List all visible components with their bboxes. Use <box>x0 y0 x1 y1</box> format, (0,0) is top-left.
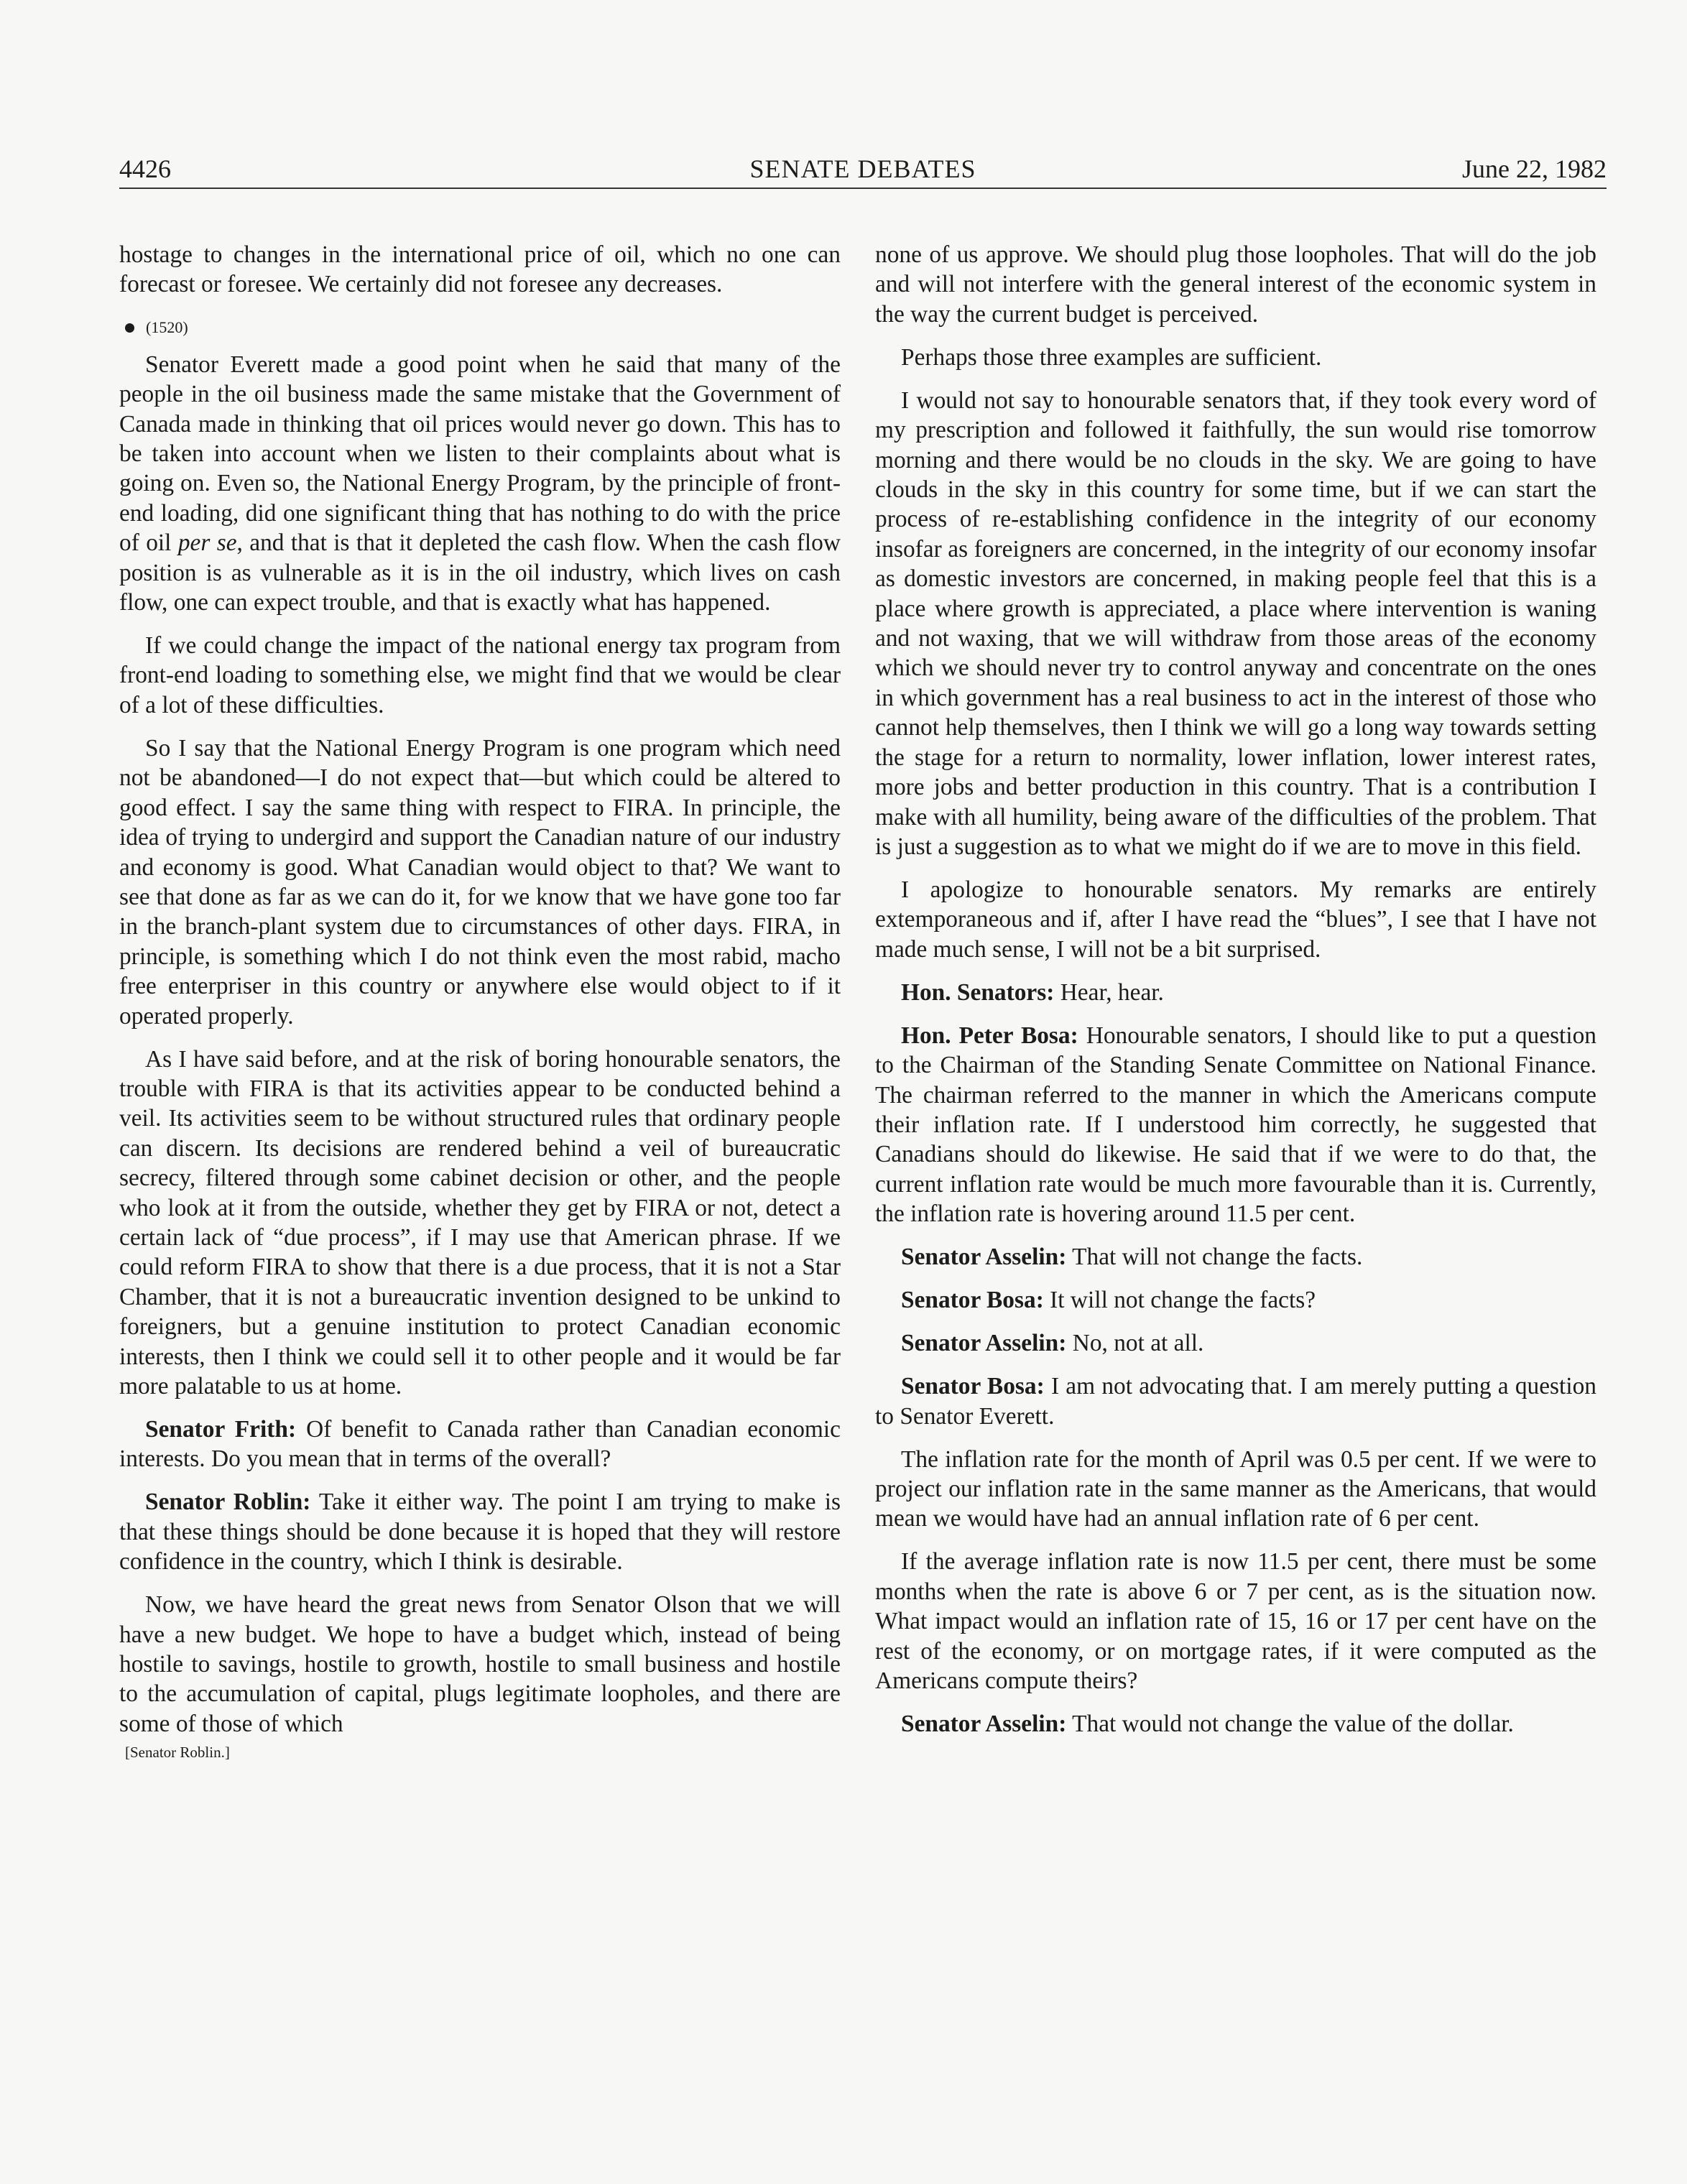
publication-title: SENATE DEBATES <box>749 154 976 183</box>
speech-asselin <box>875 1709 1596 1739</box>
speech-asselin <box>875 1328 1596 1358</box>
paragraph: As I have said before, and at the risk of boring honourable senators, the trouble with FIRA is that its activities appear to be conducted behind a veil. Its activities seem to be without structured rules that ordinary people can discern. Its decisions are rendered behind a veil of bureaucratic secrecy, filtered through some cabinet decision or other, and the people who look at it from the outside, whether they get by FIRA or not, detect a certain lack of “due process”, if I may use that American phrase. If we could reform FIRA to show that there is a due process, that it is not a Star Chamber, that it is not a bureaucratic invention designed to be unkind to foreigners, but a genuine institution to protect Canadian economic interests, then I think we could sell it to other people and it would be far more palatable to us at home. <box>119 1045 841 1399</box>
speaker-name: Senator Bosa: <box>901 1287 1044 1314</box>
paragraph: none of us approve. We should plug those loopholes. That will do the job and will not interfere with the general interest of the economic system in the way the current budget is perceived. <box>875 241 1596 328</box>
speech-text: Hear, hear. <box>1054 978 1164 1006</box>
left-column <box>119 240 841 1763</box>
speech-text: Honourable senators, I should like to put a question to the Chairman of the Standing Senate Committee on National Finance. The chairman referred to the manner in which the Americans compute their inflation rate. If I understood him correctly, he suggested that Canadians should do likewise. He said that if we were to do that, the current inflation rate would be much more favourable than it is. Currently, the inflation rate is hovering around 11.5 per cent. <box>875 1022 1597 1228</box>
speaker-name: Senator Asselin: <box>901 1711 1067 1737</box>
paragraph-text: Senator Everett made a good point when he said that many of the people in the oil business made the same mistake that the Government of Canada made in thinking that oil prices would never go down. This has to be taken into account when we listen to their complaints about what is going on. Even so, the National Energy Program, by the principle of front-end loading, did one significant thing that has nothing to do with the price of oil <box>119 351 841 557</box>
paragraph <box>119 350 841 618</box>
issue-date: June 22, 1982 <box>1462 154 1607 183</box>
speaker-name: Hon. Senators: <box>901 978 1055 1006</box>
speaker-name: Senator Roblin: <box>145 1489 311 1516</box>
paragraph: If the average inflation rate is now 11.5 per cent, there must be some months when the rate is above 6 or 7 per cent, as is the situation now. What impact would an inflation rate of 15, 16 or 17 per cent have on the rest of the economy, or on mortgage rates, if it were computed as the Americans compute theirs? <box>875 1548 1596 1694</box>
timestamp <box>125 313 841 342</box>
page-header <box>119 154 1607 190</box>
page-number: 4426 <box>119 154 171 183</box>
speech-text: Take it either way. The point I am trying to make is that these things should be done because it is hoped that they will restore confidence in the country, which I think is desirable. <box>119 1489 841 1575</box>
paragraph-text: , and that is that it depleted the cash flow. When the cash flow position is as vulnerable as it is in the oil industry, which lives on cash flow, one can expect trouble, and that is exactly what has happened. <box>119 529 841 616</box>
paragraph: hostage to changes in the international price of oil, which no one can forecast or foresee. We certainly did not foresee any decreases. <box>119 241 841 298</box>
speaker-name: Senator Asselin: <box>901 1330 1067 1357</box>
speaker-name: Hon. Peter Bosa: <box>901 1022 1078 1049</box>
speech-frith <box>119 1415 841 1474</box>
speech-text: That would not change the value of the dollar. <box>1066 1711 1514 1737</box>
speech-text: I am not advocating that. I am merely putting a question to Senator Everett. <box>875 1373 1596 1430</box>
speaker-footnote: [Senator Roblin.] <box>125 1744 230 1762</box>
paragraph: If we could change the impact of the national energy tax program from front-end loading to something else, we might find that we would be clear of a lot of these difficulties. <box>119 632 841 718</box>
speech-text: That will not change the facts. <box>1066 1244 1363 1271</box>
paragraph: I apologize to honourable senators. My remarks are entirely extemporaneous and if, after I have read the “blues”, I see that I have not made much sense, I will not be a bit surprised. <box>875 876 1596 963</box>
speech-asselin <box>875 1242 1596 1272</box>
speech-bosa <box>875 1021 1596 1229</box>
speech-roblin <box>119 1487 841 1576</box>
paragraph: So I say that the National Energy Program is one program which need not be abandoned—I do not expect that—but which could be altered to good effect. I say the same thing with respect to FIRA. In principle, the idea of trying to undergird and support the Canadian nature of our industry and economy is good. What Canadian would object to that? We want to see that done as far as we can do it, for we know that we have gone too far in the branch-plant system due to circumstances of other days. FIRA, in principle, is something which I do not think even the most rabid, macho free enterpriser in this country or anywhere else would object to if it operated properly. <box>119 734 841 1029</box>
header-rule <box>119 188 1607 189</box>
emphasis-text: per se <box>177 529 237 557</box>
paragraph: Now, we have heard the great news from Senator Olson that we will have a new budget. We hope to have a budget which, instead of being hostile to savings, hostile to growth, hostile to small business and hostile to the accumulation of capital, plugs legitimate loopholes, and there are some of those of which <box>119 1591 841 1737</box>
speech-text: It will not change the facts? <box>1043 1287 1316 1314</box>
paragraph: Perhaps those three examples are sufficient. <box>901 343 1322 371</box>
speaker-name: Senator Bosa: <box>901 1373 1045 1400</box>
speech-bosa <box>875 1285 1596 1315</box>
right-column <box>875 240 1596 1752</box>
paragraph: The inflation rate for the month of April was 0.5 per cent. If we were to project our inflation rate in the same manner as the Americans, that would mean we would have had an annual inflation rate of 6 per cent. <box>875 1445 1596 1532</box>
bullet-dot-icon <box>125 323 134 333</box>
speech-hon-senators <box>875 978 1596 1007</box>
speaker-name: Senator Frith: <box>145 1416 297 1443</box>
timestamp-label: (1520) <box>146 318 188 337</box>
speech-text: No, not at all. <box>1066 1330 1204 1357</box>
paragraph: I would not say to honourable senators that, if they took every word of my prescription and followed it faithfully, the sun would rise tomorrow morning and there would be no clouds in the sky. We are going to have clouds in the sky in this country for some time, but if we can start the process of re-establishing confidence in the integrity of our economy insofar as foreigners are concerned, in the integrity of our economy insofar as domestic investors are concerned, in making people feel that this is a place where growth is appreciated, a place where intervention is waning and not waxing, that we will withdraw from those areas of the economy which we should never try to control anyway and concentrate on the ones in which government has a real business to act in the interest of those who cannot help themselves, then I think we will go a long way towards setting the stage for a return to normality, lower inflation, lower interest rates, more jobs and better production in this country. That is a contribution I make with all humility, being aware of the difficulties of the problem. That is just a suggestion as to what we might do if we are to move in this field. <box>875 387 1596 860</box>
speech-bosa <box>875 1371 1596 1431</box>
speech-text: Of benefit to Canada rather than Canadian economic interests. Do you mean that in terms of the overall? <box>119 1416 841 1473</box>
speaker-name: Senator Asselin: <box>901 1244 1067 1271</box>
